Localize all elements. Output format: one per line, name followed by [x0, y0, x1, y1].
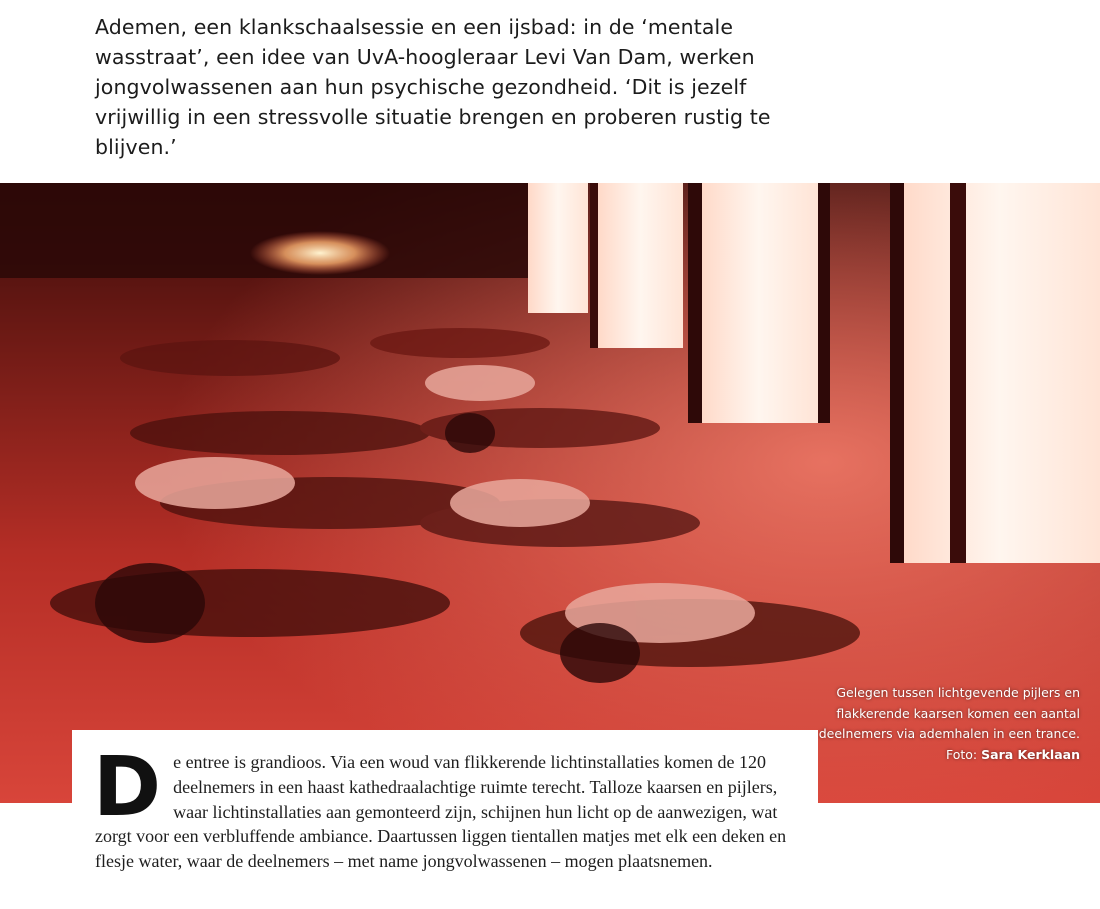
photo-credit-name: Sara Kerklaan: [981, 746, 1080, 762]
article-body-text: e entree is grandioos. Via een woud van flikkerende lichtinstallaties komen de 120 deelnemers in een haast kathedraalachtige ruimte terecht. Talloze kaarsen en pijlers, waar lichtinstallaties aan gemonteerd zijn, schijnen hun licht op de aanwezigen, wat zorgt voor een verbluffende ambiance. Daartussen liggen tientallen matjes met elk een deken en flesje water, waar de deelnemers – met name jongvolwassenen – mogen plaatsnemen.: [95, 752, 787, 872]
article-body: [93, 740, 790, 874]
article-intro: Ademen, een klankschaalsessie en een ijsbad: in de ‘mentale wasstraat’, een idee van UvA-hoogleraar Levi Van Dam, werken jongvolwassenen aan hun psychische gezondheid. ‘Dit is jezelf vrijwillig in een stressvolle situatie brengen en proberen rustig te blijven.’: [95, 15, 771, 159]
photo-credit-label: Foto:: [945, 746, 982, 762]
drop-cap: D: [93, 740, 162, 835]
photo-caption: [810, 683, 1080, 765]
photo-caption-text: Gelegen tussen lichtgevende pijlers en flakkerende kaarsen komen een aantal deelnemers via ademhalen in een trance.: [818, 685, 1080, 741]
